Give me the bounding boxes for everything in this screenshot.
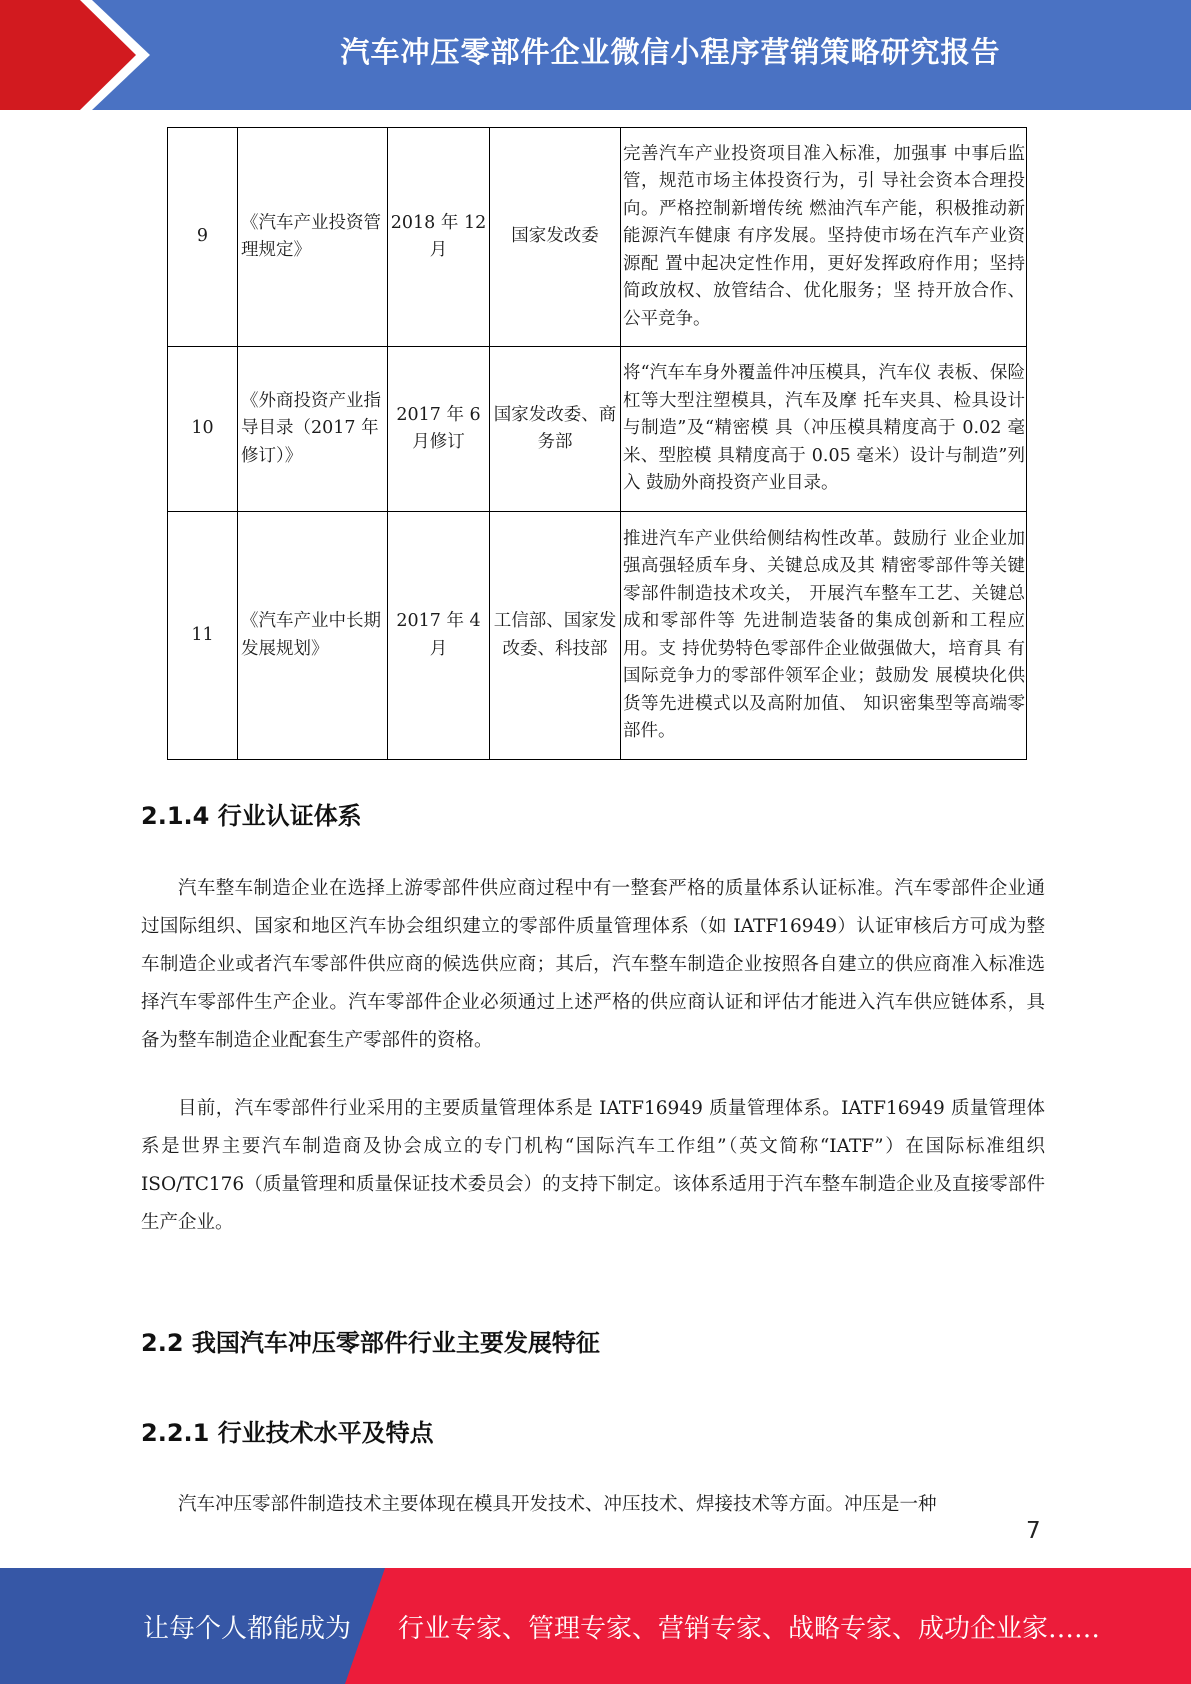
report-title: 汽车冲压零部件企业微信小程序营销策略研究报告 [340, 34, 1001, 69]
page-header [0, 0, 1191, 110]
issuing-organization: 国家发改委 [490, 128, 621, 347]
policy-content: 将“汽车车身外覆盖件冲压模具，汽车仪 表板、保险杠等大型注塑模具，汽车及摩 托车夹具、检具设计与制造”及“精密模 具（冲压模具精度高于 0.02 毫米、型腔模 具精度高于 0.05 毫米）设计与制造”列入 鼓励外商投资产业目录。 [621, 347, 1027, 512]
policy-table [167, 127, 1027, 760]
body-paragraph: 目前，汽车零部件行业采用的主要质量管理体系是 IATF16949 质量管理体系。IATF16949 质量管理体系是世界主要汽车制造商及协会成立的专门机构“国际汽车工作组”（英文简称“IATF”）在国际标准组织 ISO/TC176（质量管理和质量保证技术委员会）的支持下制定。该体系适用于汽车整车制造企业及直接零部件生产企业。 [141, 1098, 1045, 1233]
table-row [168, 512, 1027, 760]
policy-date: 2017 年 4 月 [388, 512, 490, 760]
section-heading-2-2: 2.2 我国汽车冲压零部件行业主要发展特征 [141, 1329, 600, 1357]
body-paragraph: 汽车整车制造企业在选择上游零部件供应商过程中有一整套严格的质量体系认证标准。汽车零部件企业通过国际组织、国家和地区汽车协会组织建立的零部件质量管理体系（如 IATF16949）认证审核后方可成为整车制造企业或者汽车零部件供应商的候选供应商；其后，汽车整车制造企业按照各自建立的供应商准入标准选择汽车零部件生产企业。汽车零部件企业必须通过上述严格的供应商认证和评估才能进入汽车供应链体系，具备为整车制造企业配套生产零部件的资格。 [141, 878, 1045, 1051]
issuing-organization: 国家发改委、商务部 [490, 347, 621, 512]
policy-name: 《汽车产业中长期发展规划》 [238, 512, 388, 760]
policy-name: 《汽车产业投资管理规定》 [238, 128, 388, 347]
table-row [168, 128, 1027, 347]
table-row [168, 347, 1027, 512]
policy-content: 推进汽车产业供给侧结构性改革。鼓励行 业企业加强高强轻质车身、关键总成及其 精密零部件等关键零部件制造技术攻关， 开展汽车整车工艺、关键总成和零部件等 先进制造装备的集成创新和工程应用。支 持优势特色零部件企业做强做大，培育具 有国际竞争力的零部件领军企业；鼓励发 展模块化供货等先进模式以及高附加值、 知识密集型等高端零部件。 [621, 512, 1027, 760]
row-number: 11 [168, 512, 238, 760]
page-number: 7 [1026, 1518, 1041, 1544]
row-number: 10 [168, 347, 238, 512]
section-heading-2-1-4: 2.1.4 行业认证体系 [141, 802, 362, 830]
body-paragraph: 汽车冲压零部件制造技术主要体现在模具开发技术、冲压技术、焊接技术等方面。冲压是一种 [178, 1494, 937, 1515]
policy-content: 完善汽车产业投资项目准入标准，加强事 中事后监管，规范市场主体投资行为，引 导社会资本合理投向。严格控制新增传统 燃油汽车产能，积极推动新能源汽车健康 有序发展。坚持使市场在汽车产业资源配 置中起决定性作用，更好发挥政府作用；坚持简政放权、放管结合、优化服务；坚 持开放合作、公平竞争。 [621, 128, 1027, 347]
footer-expert-list: 行业专家、管理专家、营销专家、战略专家、成功企业家…… [398, 1614, 1101, 1644]
footer-slogan: 让每个人都能成为 [143, 1614, 352, 1644]
issuing-organization: 工信部、国家发改委、科技部 [490, 512, 621, 760]
policy-date: 2018 年 12 月 [388, 128, 490, 347]
row-number: 9 [168, 128, 238, 347]
policy-name: 《外商投资产业指导目录（2017 年修订）》 [238, 347, 388, 512]
section-heading-2-2-1: 2.2.1 行业技术水平及特点 [141, 1419, 434, 1447]
policy-date: 2017 年 6 月修订 [388, 347, 490, 512]
header-red-arrow-decoration [0, 0, 150, 110]
